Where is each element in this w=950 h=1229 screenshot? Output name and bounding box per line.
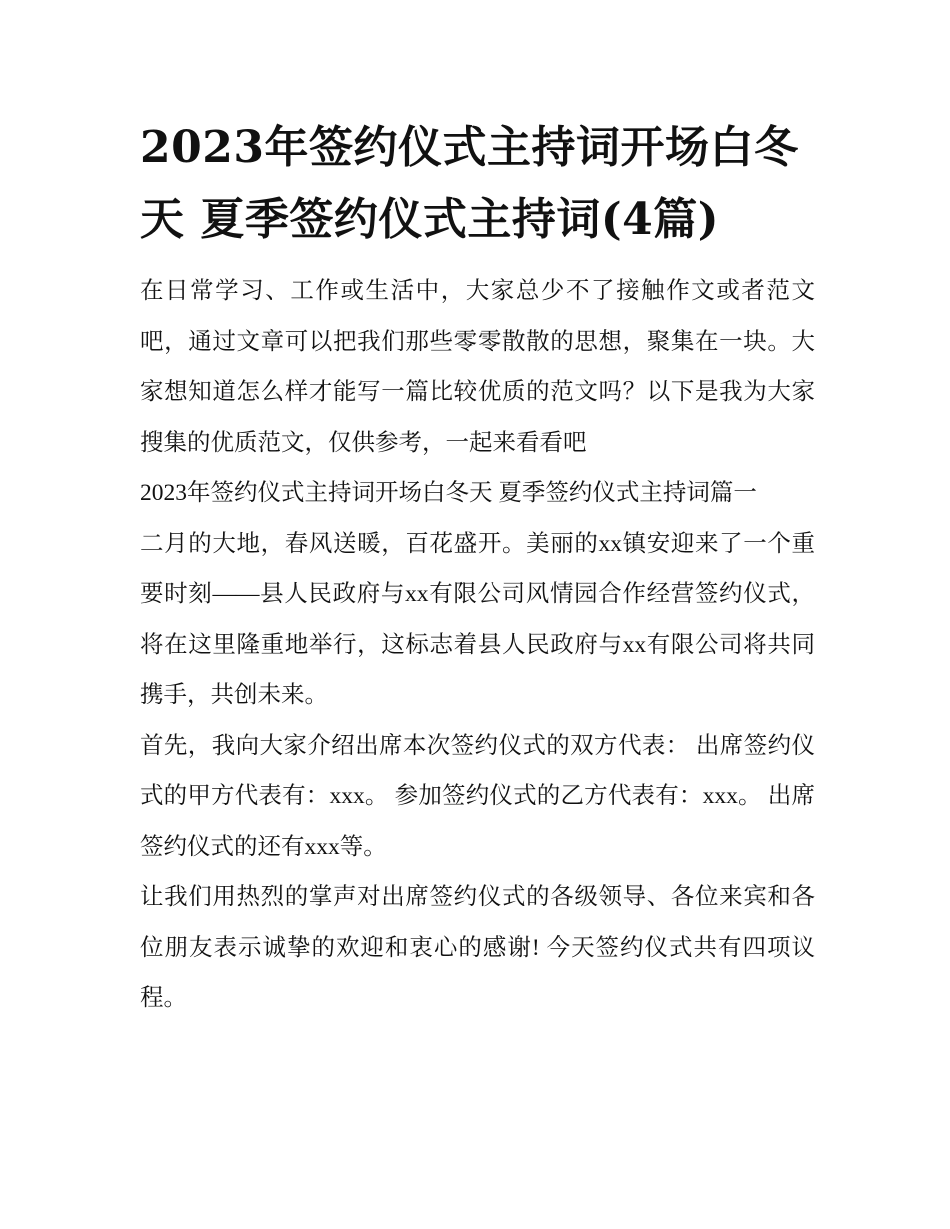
body-paragraph: 二月的大地，春风送暖，百花盛开。美丽的xx镇安迎来了一个重要时刻——县人民政府与xx有限公司风情园合作经营签约仪式，将在这里隆重地举行，这标志着县人民政府与xx有限公司将共同携手，共创未来。	[140, 530, 815, 708]
body-paragraph: 让我们用热烈的掌声对出席签约仪式的各级领导、各位来宾和各位朋友表示诚挚的欢迎和衷心的感谢! 今天签约仪式共有四项议程。	[140, 884, 815, 1011]
section-heading: 2023年签约仪式主持词开场白冬天 夏季签约仪式主持词篇一	[140, 480, 757, 506]
document-page	[140, 112, 815, 1024]
document-title: 2023年签约仪式主持词开场白冬天 夏季签约仪式主持词(4篇)	[140, 122, 799, 245]
intro-paragraph: 在日常学习、工作或生活中，大家总少不了接触作文或者范文吧，通过文章可以把我们那些零零散散的思想，聚集在一块。大家想知道怎么样才能写一篇比较优质的范文吗？以下是我为大家搜集的优质范文，仅供参考，一起来看看吧	[140, 278, 815, 456]
body-paragraph: 首先，我向大家介绍出席本次签约仪式的双方代表： 出席签约仪式的甲方代表有：xxx。 参加签约仪式的乙方代表有：xxx。 出席签约仪式的还有xxx等。	[140, 732, 815, 860]
